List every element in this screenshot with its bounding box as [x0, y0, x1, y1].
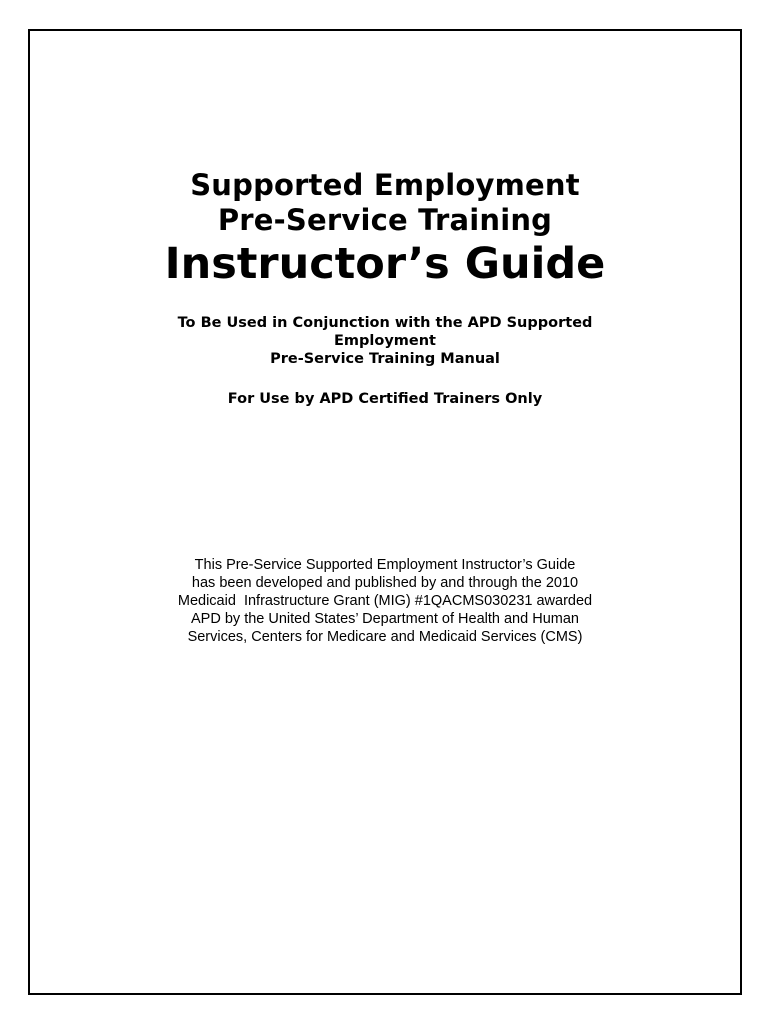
grant-line-1: This Pre-Service Supported Employment Instructor’s Guide — [194, 557, 576, 573]
subtitle-line-3: Pre-Service Training Manual — [270, 351, 500, 367]
grant-line-3: Medicaid Infrastructure Grant (MIG) #1QACMS030231 awarded — [177, 593, 593, 609]
grant-line-5: Services, Centers for Medicare and Medicaid Services (CMS) — [187, 629, 583, 645]
title-block — [0, 168, 770, 292]
title-line-2: Pre-Service Training — [217, 203, 553, 237]
grant-line-4: APD by the United States’ Department of Health and Human — [191, 611, 579, 627]
main-title: Instructor’s Guide — [164, 239, 606, 289]
subtitle-block — [0, 314, 770, 368]
grant-statement — [0, 556, 770, 646]
title-line-1: Supported Employment — [190, 168, 580, 202]
subtitle-line-1: To Be Used in Conjunction with the APD Supported — [177, 315, 593, 331]
usage-note: For Use by APD Certified Trainers Only — [227, 391, 543, 407]
grant-line-2: has been developed and published by and through the 2010 — [191, 575, 579, 591]
subtitle-line-2: Employment — [334, 333, 436, 349]
